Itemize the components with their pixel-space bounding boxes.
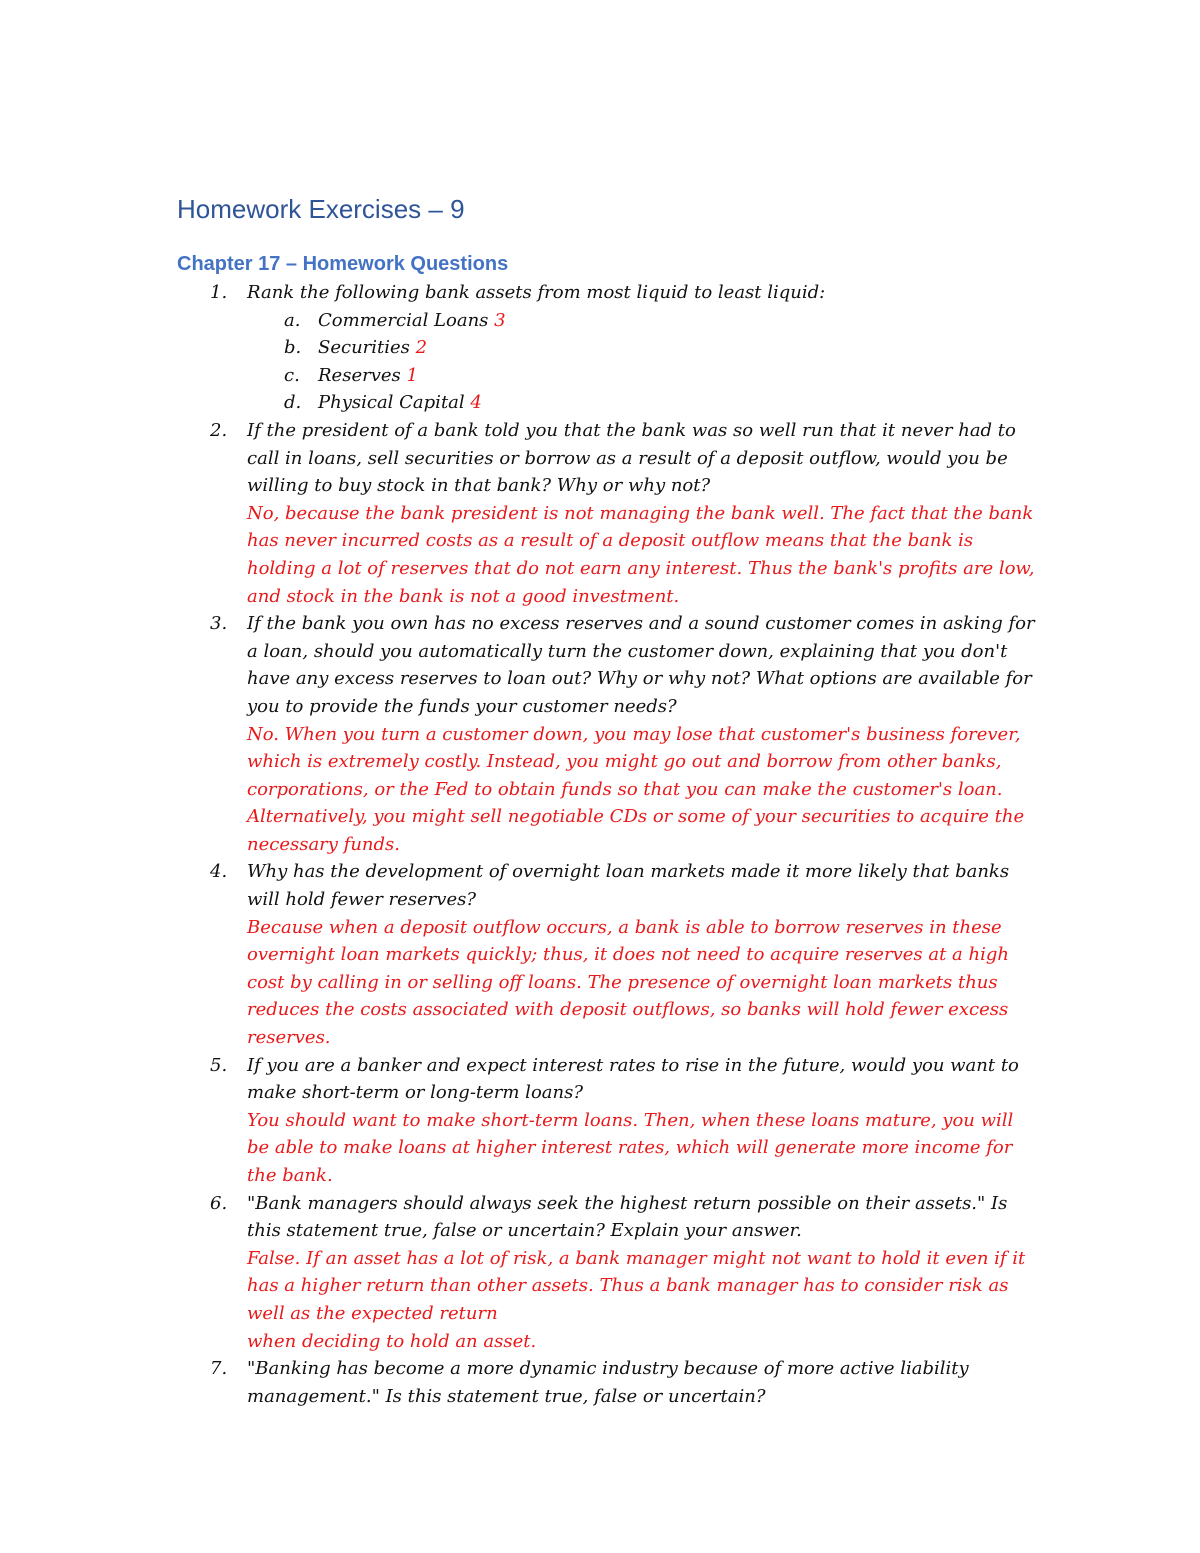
question-number: 3. — [210, 613, 228, 635]
item-label: Securities — [318, 337, 410, 359]
question-5 — [0, 1052, 1037, 1190]
question-6 — [0, 1190, 1037, 1356]
question-text: "Bank managers should always seek the highest return possible on their assets." Is this statement true, false or uncertain? Explain your answer. — [247, 1192, 1008, 1242]
question-number: 2. — [210, 419, 228, 441]
answer-text: You should want to make short-term loans. Then, when these loans mature, you will be able to make loans at higher interest rates, which will generate more income for the bank. — [247, 1109, 1014, 1186]
chapter-heading: Chapter 17 – Homework Questions — [177, 253, 509, 275]
question-text: Why has the development of overnight loan markets made it more likely that banks will hold fewer reserves? — [247, 861, 1010, 911]
item-label: Physical Capital — [318, 392, 465, 414]
item-letter: b. — [284, 337, 302, 359]
question-number: 5. — [210, 1054, 228, 1076]
question-2 — [0, 417, 1037, 610]
list-item — [247, 362, 1037, 390]
question-7 — [0, 1355, 1037, 1410]
answer-text: False. If an asset has a lot of risk, a bank manager might not want to hold it even if it has a higher return than other assets. Thus a bank manager has to consider risk as well as the expected return — [247, 1247, 1026, 1324]
question-text: "Banking has become a more dynamic industry because of more active liability management." Is this statement true, false or uncertain? — [247, 1358, 969, 1407]
item-letter: a. — [284, 309, 301, 331]
question-4 — [0, 858, 1037, 1051]
question-text: If the bank you own has no excess reserves and a sound customer comes in asking for a loan, should you automatically turn the customer down, explaining that you don't have any excess reserves to loan out? Why or why not? What options are available for you to provide the funds your customer needs? — [247, 613, 1035, 717]
answer-text: when deciding to hold an asset. — [247, 1330, 537, 1352]
question-number: 4. — [210, 861, 228, 883]
question-text: If you are a banker and expect interest rates to rise in the future, would you want to make short-term or long-term loans? — [247, 1054, 1019, 1104]
question-list — [0, 279, 1200, 1410]
item-label: Commercial Loans — [318, 309, 489, 331]
item-letter: c. — [284, 364, 300, 386]
item-rank: 4 — [470, 392, 482, 414]
list-item — [247, 307, 1037, 335]
question-text: Rank the following bank assets from most liquid to least liquid: — [247, 282, 826, 303]
document-title: Homework Exercises – 9 — [177, 194, 465, 224]
item-rank: 2 — [415, 337, 428, 359]
answer-text: Because when a deposit outflow occurs, a bank is able to borrow reserves in these overnight loan markets quickly; thus, it does not need to acquire reserves at a high cost by calling in or selling off loans. The presence of overnight loan markets thus reduces the costs associated with deposit outflows, so banks will hold fewer excess reserves. — [247, 916, 1009, 1049]
question-number: 7. — [210, 1358, 228, 1380]
item-rank: 1 — [406, 364, 418, 386]
item-letter: d. — [284, 392, 302, 414]
item-rank: 3 — [494, 309, 506, 331]
answer-text: No. When you turn a customer down, you may lose that customer's business forever, which is extremely costly. Instead, you might go out and borrow from other banks, corporations, or the Fed to obtain funds so that you can make the customer's loan. Alternatively, you might sell negotiable CDs or some of your securities to acquire the necessary funds. — [247, 723, 1025, 855]
question-text: If the president of a bank told you that the bank was so well run that it never had to call in loans, sell securities or borrow as a result of a deposit outflow, would you be willing to buy stock in that bank? Why or why not? — [247, 419, 1016, 497]
question-number: 1. — [210, 282, 228, 303]
question-3 — [0, 610, 1037, 858]
item-label: Reserves — [318, 364, 401, 386]
question-number: 6. — [210, 1192, 228, 1214]
question-1 — [0, 279, 1037, 417]
list-item — [247, 334, 1037, 362]
answer-text: No, because the bank president is not managing the bank well. The fact that the bank has never incurred costs as a result of a deposit outflow means that the bank is holding a lot of reserves that do not earn any interest. Thus the bank's profits are low, and stock in the bank is not a good investment. — [247, 502, 1035, 607]
list-item — [247, 389, 1037, 417]
